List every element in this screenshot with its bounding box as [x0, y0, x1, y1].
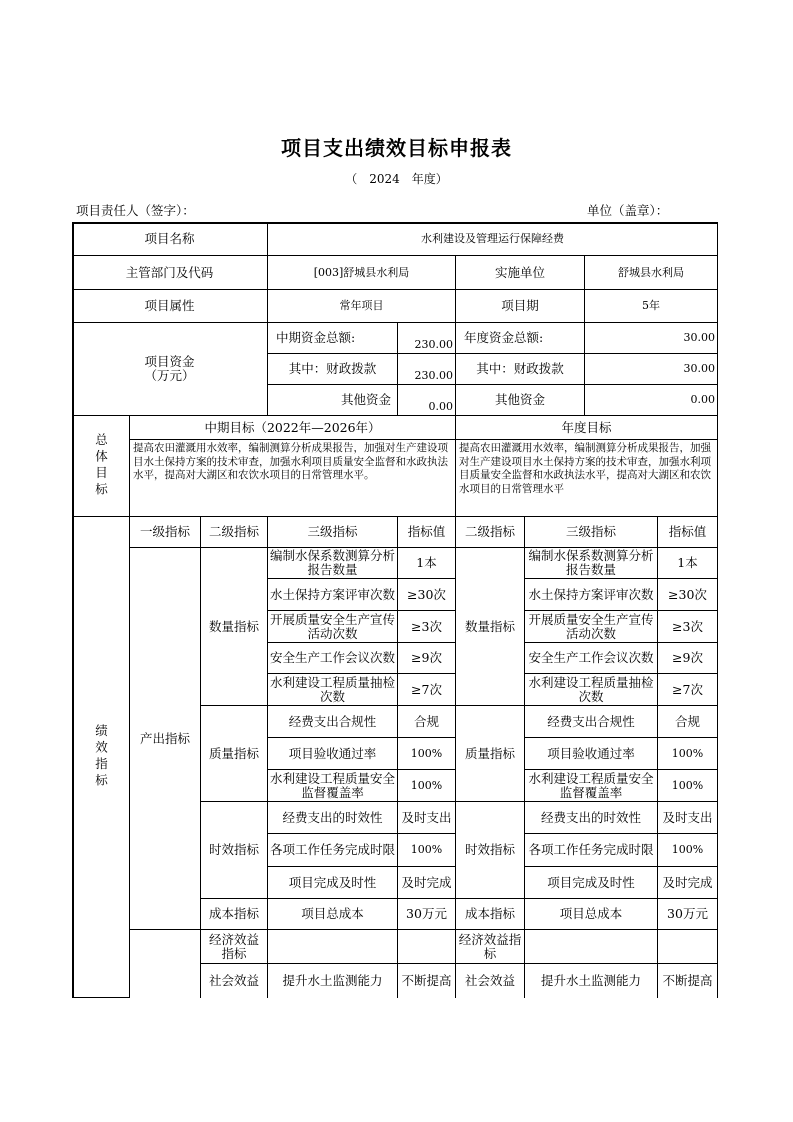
c1-year: 项目总成本	[525, 899, 658, 930]
page-title: 项目支出绩效目标申报表	[281, 136, 512, 160]
quality-label-year: 质量指标	[456, 706, 525, 802]
economic-year-value-blank	[658, 930, 718, 964]
header-level3-mid: 三级指标	[268, 517, 398, 548]
q5-mid: 水利建设工程质量抽检次数	[268, 674, 398, 706]
dept-value: [003]舒城县水利局	[268, 256, 456, 290]
q4-year-value: ≥9次	[658, 643, 718, 674]
year-fiscal-label: 其中：财政拨款	[456, 354, 585, 385]
t2-year-value: 100%	[658, 834, 718, 867]
economic-year-blank	[525, 930, 658, 964]
header-level3-year: 三级指标	[525, 517, 658, 548]
impl-unit-label: 实施单位	[456, 256, 585, 290]
year-total-label: 年度资金总额:	[456, 323, 585, 354]
ql2-mid: 项目验收通过率	[268, 738, 398, 770]
q5-mid-value: ≥7次	[398, 674, 456, 706]
q4-year: 安全生产工作会议次数	[525, 643, 658, 674]
project-name-value: 水利建设及管理运行保障经费	[268, 222, 718, 256]
ql1-year: 经费支出合规性	[525, 706, 658, 738]
header-level2-year: 二级指标	[456, 517, 525, 548]
attr-label: 项目属性	[72, 290, 268, 323]
ql3-mid: 水利建设工程质量安全监督覆盖率	[268, 770, 398, 802]
t1-year: 经费支出的时效性	[525, 802, 658, 834]
mid-fiscal-value: 230.00	[398, 354, 456, 385]
ql2-year-value: 100%	[658, 738, 718, 770]
q3-mid-value: ≥3次	[398, 611, 456, 643]
unit-seal-label: 单位（盖章）：	[587, 203, 669, 218]
quantity-label-mid: 数量指标	[201, 548, 268, 706]
mid-other-label: 其他资金	[268, 385, 398, 416]
quality-label-mid: 质量指标	[201, 706, 268, 802]
header-value-mid: 指标值	[398, 517, 456, 548]
timeliness-label-year: 时效指标	[456, 802, 525, 899]
ql3-year-value: 100%	[658, 770, 718, 802]
social-label-year: 社会效益	[456, 964, 525, 998]
year-total-value: 30.00	[585, 323, 718, 354]
t2-mid-value: 100%	[398, 834, 456, 867]
mid-fiscal-label: 其中：财政拨款	[268, 354, 398, 385]
header-value-year: 指标值	[658, 517, 718, 548]
t3-mid: 项目完成及时性	[268, 867, 398, 899]
period-label: 项目期	[456, 290, 585, 323]
year-other-value: 0.00	[585, 385, 718, 416]
s1-mid: 提升水土监测能力	[268, 964, 398, 998]
perf-side-label: 绩效指标	[72, 517, 130, 998]
q1-year-value: 1本	[658, 548, 718, 579]
t1-mid-value: 及时支出	[398, 802, 456, 834]
q2-mid-value: ≥30次	[398, 579, 456, 611]
ql1-mid: 经费支出合规性	[268, 706, 398, 738]
benefit-indicator-label	[130, 930, 201, 998]
q2-mid: 水土保持方案评审次数	[268, 579, 398, 611]
mid-goal-header: 中期目标（2022年—2026年）	[130, 416, 456, 440]
report-year: （ 2024 年度）	[345, 172, 448, 186]
ql3-mid-value: 100%	[398, 770, 456, 802]
year-other-label: 其他资金	[456, 385, 585, 416]
mid-other-value: 0.00	[398, 385, 456, 416]
social-label-mid: 社会效益	[201, 964, 268, 998]
q3-year: 开展质量安全生产宣传活动次数	[525, 611, 658, 643]
project-name-label: 项目名称	[72, 222, 268, 256]
overall-goal-side-label: 总体目标	[72, 416, 130, 517]
funds-label-line2: （万元）	[144, 368, 195, 383]
funds-label	[72, 323, 268, 416]
funds-label-line1: 项目资金	[144, 354, 195, 369]
economic-mid-value-blank	[398, 930, 456, 964]
t3-year-value: 及时完成	[658, 867, 718, 899]
t1-year-value: 及时支出	[658, 802, 718, 834]
q5-year-value: ≥7次	[658, 674, 718, 706]
cost-label-year: 成本指标	[456, 899, 525, 930]
year-fiscal-value: 30.00	[585, 354, 718, 385]
q3-year-value: ≥3次	[658, 611, 718, 643]
mid-total-label: 中期资金总额:	[268, 323, 398, 354]
period-value: 5年	[585, 290, 718, 323]
dept-label: 主管部门及代码	[72, 256, 268, 290]
quantity-label-year: 数量指标	[456, 548, 525, 706]
ql1-mid-value: 合规	[398, 706, 456, 738]
s1-year: 提升水土监测能力	[525, 964, 658, 998]
economic-label-mid: 经济效益指标	[201, 930, 268, 964]
responsible-person-label: 项目责任人（签字）：	[76, 203, 195, 218]
t1-mid: 经费支出的时效性	[268, 802, 398, 834]
q4-mid-value: ≥9次	[398, 643, 456, 674]
q1-mid-value: 1本	[398, 548, 456, 579]
ql2-year: 项目验收通过率	[525, 738, 658, 770]
year-goal-text: 提高农田灌溉用水效率，编制测算分析成果报告，加强对生产建设项目水土保持方案的技术审查，加强水利项目质量安全监督和水政执法水平，提高对大湖区和农饮水项目的日常管理水平	[456, 440, 718, 517]
economic-mid-blank	[268, 930, 398, 964]
timeliness-label-mid: 时效指标	[201, 802, 268, 899]
q2-year: 水土保持方案评审次数	[525, 579, 658, 611]
c1-year-value: 30万元	[658, 899, 718, 930]
s1-mid-value: 不断提高	[398, 964, 456, 998]
s1-year-value: 不断提高	[658, 964, 718, 998]
ql2-mid-value: 100%	[398, 738, 456, 770]
c1-mid: 项目总成本	[268, 899, 398, 930]
t2-year: 各项工作任务完成时限	[525, 834, 658, 867]
mid-total-value: 230.00	[398, 323, 456, 354]
attr-value: 常年项目	[268, 290, 456, 323]
economic-label-year: 经济效益指标	[456, 930, 525, 964]
q5-year: 水利建设工程质量抽检次数	[525, 674, 658, 706]
ql1-year-value: 合规	[658, 706, 718, 738]
ql3-year: 水利建设工程质量安全监督覆盖率	[525, 770, 658, 802]
header-level2-mid: 二级指标	[201, 517, 268, 548]
t2-mid: 各项工作任务完成时限	[268, 834, 398, 867]
q4-mid: 安全生产工作会议次数	[268, 643, 398, 674]
t3-year: 项目完成及时性	[525, 867, 658, 899]
cost-label-mid: 成本指标	[201, 899, 268, 930]
q2-year-value: ≥30次	[658, 579, 718, 611]
year-goal-header: 年度目标	[456, 416, 718, 440]
c1-mid-value: 30万元	[398, 899, 456, 930]
output-indicator-label: 产出指标	[130, 548, 201, 930]
mid-goal-text: 提高农田灌溉用水效率，编制测算分析成果报告，加强对生产建设项目水土保持方案的技术审查，加强水利项目质量安全监督和水政执法水平，提高对大湖区和农饮水项目的日常管理水平。	[130, 440, 456, 517]
t3-mid-value: 及时完成	[398, 867, 456, 899]
impl-unit-value: 舒城县水利局	[585, 256, 718, 290]
q3-mid: 开展质量安全生产宣传活动次数	[268, 611, 398, 643]
q1-year: 编制水保系数测算分析报告数量	[525, 548, 658, 579]
q1-mid: 编制水保系数测算分析报告数量	[268, 548, 398, 579]
header-level1: 一级指标	[130, 517, 201, 548]
